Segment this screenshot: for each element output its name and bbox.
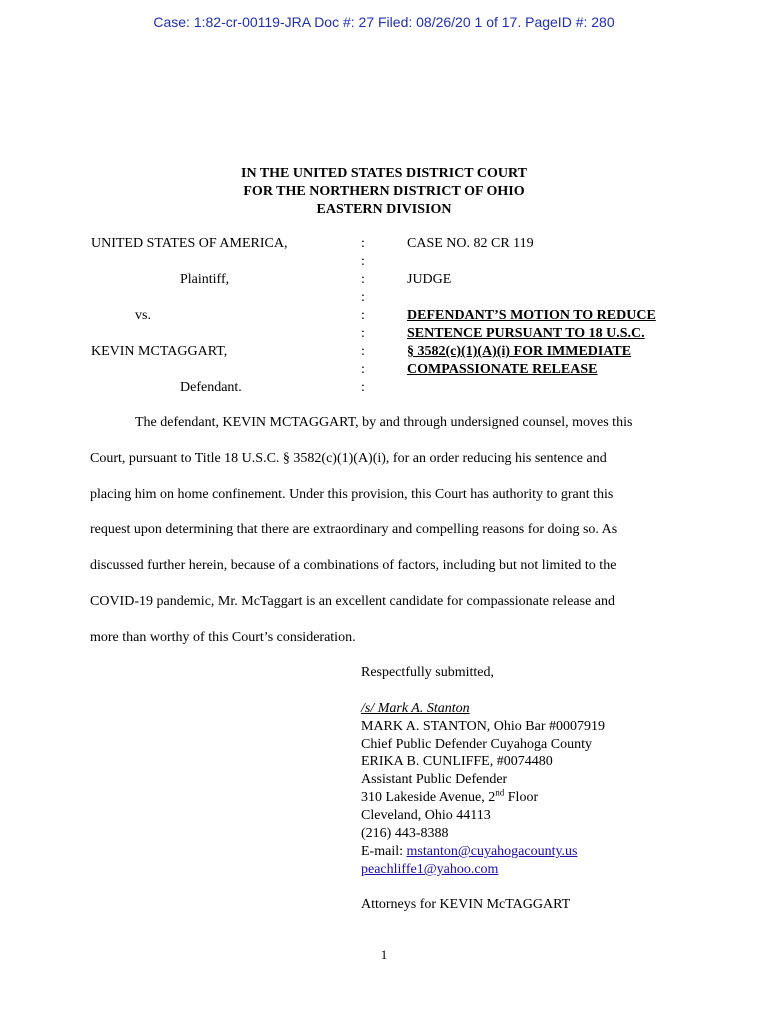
floor-text: Floor [504, 790, 539, 805]
email-label: E-mail: [361, 844, 407, 859]
street-address [361, 787, 539, 806]
caption-colon: : [361, 326, 365, 341]
body-line: request upon determining that there are extraordinary and compelling reasons for doing so. As [90, 522, 618, 537]
plaintiff-party: UNITED STATES OF AMERICA, [91, 236, 288, 251]
attorney-title-2: Assistant Public Defender [361, 772, 508, 787]
body-line: Court, pursuant to Title 18 U.S.C. § 3582(c)(1)(A)(i), for an order reducing his sentence and [90, 451, 607, 466]
defendant-party: KEVIN MCTAGGART, [91, 344, 228, 359]
caption-colon: : [361, 254, 365, 269]
attorney-name-2: ERIKA B. CUNLIFFE, #0074480 [361, 754, 553, 769]
motion-title-line-1: DEFENDANT’S MOTION TO REDUCE [407, 308, 656, 323]
electronic-signature: /s/ Mark A. Stanton [361, 701, 470, 716]
motion-title-line-2: SENTENCE PURSUANT TO 18 U.S.C. [407, 326, 645, 341]
caption-colon: : [361, 344, 365, 359]
body-line: placing him on home confinement. Under this provision, this Court has authority to grant this [90, 487, 614, 502]
body-line: COVID-19 pandemic, Mr. McTaggart is an excellent candidate for compassionate release and [90, 594, 615, 609]
email-link-2[interactable]: peachliffe1@yahoo.com [361, 862, 499, 877]
closing: Respectfully submitted, [361, 665, 494, 680]
caption-colon: : [361, 272, 365, 287]
ordinal-suffix: nd [495, 787, 505, 798]
city-address: Cleveland, Ohio 44113 [361, 808, 491, 823]
caption-colon: : [361, 362, 365, 377]
email-line [361, 844, 578, 860]
plaintiff-role: Plaintiff, [180, 272, 230, 287]
court-heading [0, 165, 768, 219]
caption-colon: : [361, 236, 365, 251]
court-heading-line-2: FOR THE NORTHERN DISTRICT OF OHIO [243, 184, 525, 199]
email-line-2 [361, 862, 498, 878]
attorneys-for: Attorneys for KEVIN McTAGGART [361, 897, 571, 912]
email-link-1[interactable]: mstanton@cuyahogacounty.us [406, 844, 578, 859]
caption-colon: : [361, 308, 365, 323]
street-address-text: 310 Lakeside Avenue, 2 [361, 790, 496, 805]
body-line: discussed further herein, because of a combinations of factors, including but not limited to the [90, 558, 617, 573]
body-line: more than worthy of this Court’s consideration. [90, 630, 356, 645]
phone-number: (216) 443-8388 [361, 826, 449, 841]
judge-label: JUDGE [407, 272, 452, 287]
caption-colon: : [361, 380, 365, 395]
motion-title-line-4: COMPASSIONATE RELEASE [407, 362, 598, 377]
court-heading-line-3: EASTERN DIVISION [316, 202, 452, 217]
attorney-name-1: MARK A. STANTON, Ohio Bar #0007919 [361, 719, 606, 734]
caption-colon: : [361, 290, 365, 305]
case-number: CASE NO. 82 CR 119 [407, 236, 534, 251]
defendant-role: Defendant. [180, 380, 242, 395]
page-number: 1 [380, 947, 388, 962]
case-header: Case: 1:82-cr-00119-JRA Doc #: 27 Filed: 08/26/20 1 of 17. PageID #: 280 [153, 14, 615, 30]
versus: vs. [135, 308, 151, 323]
body-line: The defendant, KEVIN MCTAGGART, by and through undersigned counsel, moves this [135, 415, 633, 430]
motion-title-line-3: § 3582(c)(1)(A)(i) FOR IMMEDIATE [407, 344, 632, 359]
court-heading-line-1: IN THE UNITED STATES DISTRICT COURT [241, 166, 527, 181]
attorney-title-1: Chief Public Defender Cuyahoga County [361, 737, 592, 752]
